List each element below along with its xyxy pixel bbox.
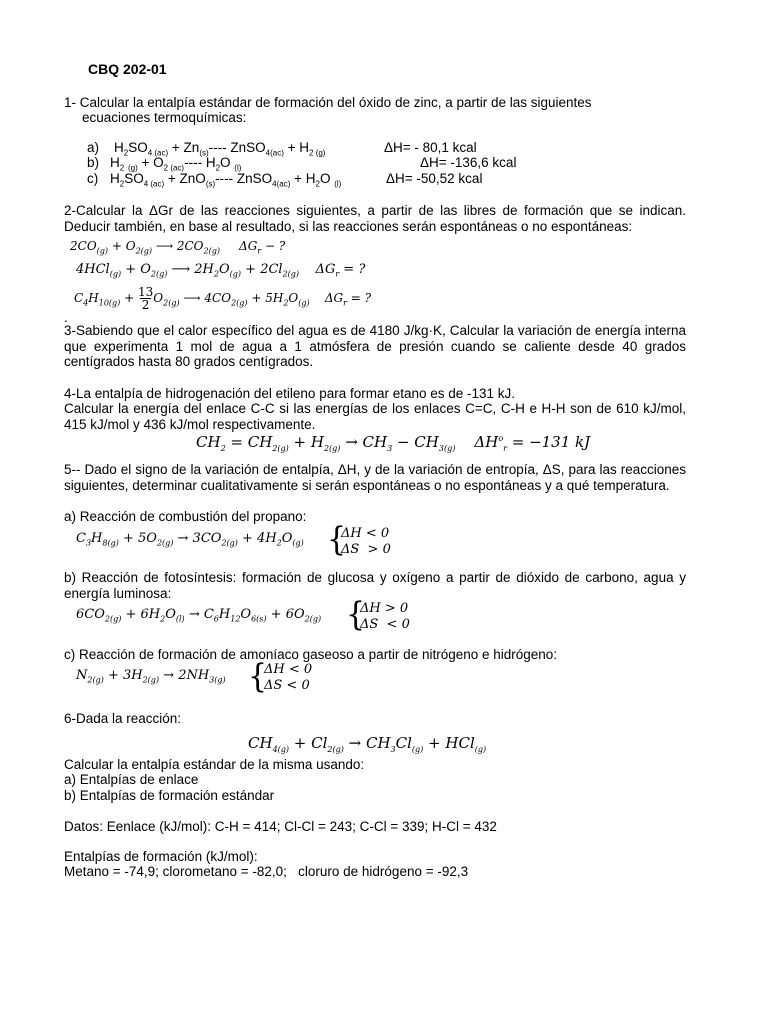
q1-text-line1: 1- Calcular la entalpía estándar de formación del óxido de zinc, a partir de las siguientes [64, 95, 592, 110]
q6-formacion-values: Metano = -74,9; clorometano = -82,0; cloruro de hidrógeno = -92,3 [64, 864, 469, 879]
q5-a-brace: { [327, 520, 347, 559]
q1-reaction-b-label: b) [87, 155, 100, 170]
q1-reaction-b-dh: ΔH= -136,6 kcal [420, 155, 517, 170]
q1-reaction-a-equation: $H_2SO_{4 (ac)} + Zn_{(s)}----$ ZnSO$_{4(ac)}$ + $H_{2 (g)}$ [114, 140, 326, 158]
q6-datos: Datos: Eenlace (kJ/mol): C-H = 414; Cl-Cl = 243; C-Cl = 339; H-Cl = 432 [64, 819, 497, 834]
q1-reaction-c-equation: $H_2SO_{4 (ac)} + ZnO_{(s)}----$ ZnSO$_{4(ac)}$ + $H_2O$ $_{(l)}$ [110, 171, 342, 189]
q5-c-label: c) Reacción de formación de amoníaco gaseoso a partir de nitrógeno e hidrógeno: [64, 647, 558, 662]
q5-c-conditions: ΔH < 0 ΔS < 0 [264, 662, 313, 693]
q1-reaction-a-dh: ΔH= - 80,1 kcal [384, 140, 477, 155]
q5-c-brace: { [248, 657, 268, 696]
q5-b-brace: { [346, 595, 366, 634]
q2-equation-2: $4HCl_{(g)} + O_{2(g)}$ ⟶ $2H_2O_{(g)} + 2Cl_{2(g)}$ $\Delta G_r$ = ? [76, 262, 366, 279]
q6-line1: Calcular la entalpía estándar de la misma usando: [64, 757, 365, 772]
q2-equation-3: $C_4H_{10(g)}$ + $\frac{13}{2}$ $O_{2(g)}$ ⟶ $4CO_{2(g)} + 5H_2O_{(g)}$ $\Delta G_r$ = ? [74, 285, 372, 312]
q3-text: 3-Sabiendo que el calor específico del agua es de 4180 J/kg·K, Calcular la variación de energía interna que experimenta 1 mol de agua a 1 atmósfera de presión cuando se caliente desde 40 grados centígrados hasta 80 grados centígrados. [64, 323, 686, 369]
q1-reaction-b-equation: $H_2$ $_{(g)} + O_{2 (ac)}----$ $H_2O$ $_{(l)}$ [110, 155, 242, 173]
q6-equation: $CH_{4(g)} + Cl_{2(g)} \to CH_3Cl_{(g)} + HCl_{(g)}$ [248, 734, 487, 754]
q1-reaction-c-label: c) [87, 171, 99, 186]
q6-line3: b) Entalpías de formación estándar [64, 788, 275, 803]
q1-reaction-a-label: a) [87, 140, 100, 155]
q6-line2: a) Entalpías de enlace [64, 772, 199, 787]
fraction-13-over-2: $\frac{13}{2}$ [137, 285, 154, 312]
q5-b-conditions: ΔH > 0 ΔS < 0 [360, 601, 410, 632]
q5-b-label: b) Reacción de fotosíntesis: formación de glucosa y oxígeno a partir de dióxido de carbono, agua y energía luminosa: [64, 570, 686, 601]
q4-text: Calcular la energía del enlace C-C si las energías de los enlaces C=C, C-H e H-H son de 610 kJ/mol, 415 kJ/mol y 436 kJ/mol respectivamente. [64, 401, 686, 432]
q6-intro: 6-Dada la reacción: [64, 711, 182, 726]
q5-a-label: a) Reacción de combustión del propano: [64, 509, 307, 524]
q5-b-equation: $6CO_{2(g)} + 6H_2O_{(l)} \to C_6H_{12}O_{6(s)} + 6O_{2(g)}$ [76, 607, 322, 624]
q5-a-conditions: ΔH < 0 ΔS > 0 [341, 526, 391, 557]
q2-equation-1: $2CO_{(g)} + O_{2(g)}$ ⟶ $2CO_{2(g)}$ $\Delta G_r$ − ? [70, 239, 286, 256]
page-title: CBQ 202-01 [88, 61, 167, 77]
q2-text: 2-Calcular la ΔGr de las reacciones siguientes, a partir de las libres de formación que se indican. Deducir también, en base al resultado, si las reacciones serán espontáneas o no espontáneas: [64, 203, 686, 234]
q6-formacion-title: Entalpías de formación (kJ/mol): [64, 849, 258, 864]
q4-equation: $CH_2 = CH_{2(g)} + H_{2(g)} \to CH_3 - CH_{3(g)}$ $\Delta H^o_r = -131$ kJ [196, 433, 591, 453]
q5-c-equation: $N_{2(g)} + 3H_{2(g)} \to 2NH_{3(g)}$ [76, 668, 226, 685]
q1-reaction-c-dh: ΔH= -50,52 kcal [386, 171, 483, 186]
q4-line1: 4-La entalpía de hidrogenación del etileno para formar etano es de -131 kJ. [64, 386, 516, 401]
q1-text-line2: ecuaciones termoquímicas: [82, 110, 247, 125]
q5-text: 5-- Dado el signo de la variación de entalpía, ΔH, y de la variación de entropía, ΔS, para las reacciones siguientes, determinar cualitativamente si serán espontáneas o no espontáneas y a qué temperatura. [64, 462, 686, 493]
q5-a-equation: $C_3H_{8(g)} + 5O_{2(g)} \to 3CO_{2(g)} + 4H_2O_{(g)}$ [76, 531, 304, 548]
q2-dot: . [64, 310, 68, 325]
